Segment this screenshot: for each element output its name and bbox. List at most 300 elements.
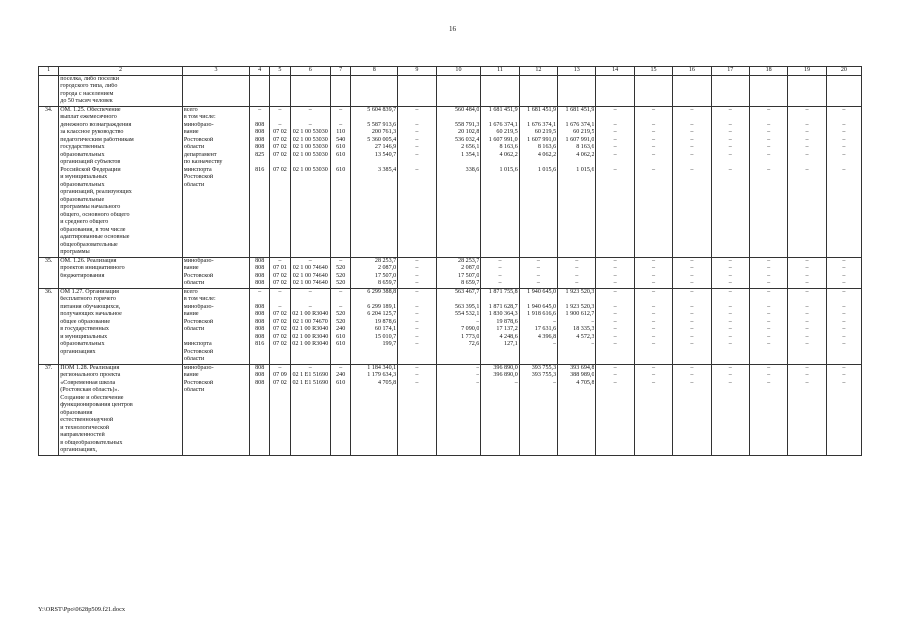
column-header: 8: [351, 67, 398, 76]
column-header: 2: [59, 67, 183, 76]
value-cell-c13: [558, 288, 596, 364]
cell-value: –: [805, 379, 809, 386]
cell-value: –: [767, 288, 771, 295]
cell-value: питания обучающихся,: [60, 303, 121, 310]
cell-value: [482, 114, 517, 122]
cell-value: 8 163,6: [499, 144, 518, 150]
cell-value: –: [339, 288, 343, 295]
cell-value: 808: [255, 372, 265, 378]
cell-value: 02 1 00 74640: [292, 272, 328, 279]
cell-value: 1 900 612,7: [565, 311, 595, 317]
cell-value: –: [575, 257, 579, 264]
cell-value: общего, основного общего: [60, 211, 130, 218]
cell-value: 563 467,7: [454, 288, 480, 295]
value-cell-c8: [351, 364, 398, 455]
cell-value: 02 1 00 74640: [292, 265, 328, 271]
cell-value: 240: [336, 372, 346, 378]
cell-value: 1 923 520,3: [565, 303, 595, 310]
cell-value: –: [767, 257, 771, 264]
cell-value: –: [805, 121, 809, 128]
cell-value: –: [767, 333, 771, 340]
cell-value: –: [767, 364, 771, 371]
cell-value: –: [415, 280, 419, 286]
cell-value: 520: [336, 272, 346, 279]
column-header: 9: [398, 67, 436, 76]
cell-value: 200 761,3: [371, 129, 397, 135]
cell-value: 808: [255, 257, 265, 264]
cell-value: –: [613, 272, 617, 279]
cell-value: [828, 114, 860, 122]
cell-value: –: [652, 257, 656, 264]
cell-value: 1 607 991,0: [565, 136, 595, 143]
cell-value: [789, 296, 824, 304]
cell-value: ОМ. 1.26. Реализация: [60, 257, 117, 264]
cell-value: 396 890,0: [493, 364, 518, 371]
cell-value: –: [805, 303, 809, 310]
cell-value: 4 062,2: [499, 151, 518, 158]
cell-value: 825: [255, 151, 265, 158]
cell-value: 02 1 00 R3040: [292, 341, 329, 347]
cell-value: –: [278, 121, 282, 128]
cell-value: 07 02: [273, 318, 287, 325]
cell-value: –: [652, 372, 656, 378]
cell-value: 02 1 00 R3040: [292, 311, 329, 317]
value-cell-c9: [398, 106, 436, 257]
cell-value: 02 1 00 53030: [292, 166, 328, 173]
cell-value: образовательных: [60, 151, 105, 158]
cell-value: [521, 296, 556, 304]
cell-value: –: [767, 166, 771, 173]
cell-value: 17 507,0: [374, 272, 397, 279]
cell-value: –: [842, 166, 846, 173]
cell-value: –: [690, 364, 694, 371]
name-line: поселка, либо поселки: [60, 75, 120, 82]
executor-cell: [182, 75, 249, 106]
cell-value: [292, 296, 330, 304]
cell-value: 4 572,3: [576, 333, 595, 340]
cell-value: 02 1 00 53030: [292, 136, 328, 143]
cell-value: –: [652, 136, 656, 143]
cell-value: ОМ. 1.25. Обеспечение: [60, 106, 121, 113]
cell-value: [751, 159, 786, 167]
cell-value: –: [767, 272, 771, 279]
cell-value: Ростовской: [183, 272, 214, 279]
cell-value: –: [728, 272, 732, 279]
cell-value: программы начального: [60, 204, 121, 210]
cell-value: 20 102,8: [458, 129, 480, 135]
cell-value: –: [652, 333, 656, 340]
cell-value: 4 062,2: [537, 151, 557, 158]
value-cell-c8: [351, 257, 398, 288]
cell-value: [251, 296, 268, 304]
cell-value: области: [183, 387, 205, 393]
column-header: 6: [290, 67, 331, 76]
cell-value: 2 087,0: [377, 265, 397, 271]
cell-value: 5 587 913,6: [367, 121, 397, 128]
cell-value: 28 253,7: [458, 257, 480, 264]
column-header: 15: [634, 67, 672, 76]
cell-value: 808: [255, 379, 265, 386]
cell-value: –: [842, 257, 846, 264]
cell-value: ОМ 1.27. Организация: [60, 288, 119, 295]
cell-value: –: [498, 280, 502, 286]
cell-value: –: [690, 151, 694, 158]
cell-value: [438, 296, 480, 304]
cell-value: –: [728, 372, 732, 378]
value-cell-c20: [826, 257, 861, 288]
cell-value: –: [652, 379, 656, 386]
cell-value: [559, 296, 594, 304]
value-cell-c16: [673, 106, 711, 257]
cell-value: [597, 159, 632, 167]
value-cell-c15: [634, 288, 672, 364]
cell-value: 816: [255, 166, 265, 173]
cell-value: 07 02: [273, 326, 287, 332]
header-row: [39, 67, 862, 76]
cell-value: –: [553, 341, 557, 347]
cell-value: 2 656,1: [461, 144, 480, 150]
cell-value: –: [258, 288, 262, 295]
cell-value: –: [728, 341, 732, 347]
cell-value: 1 354,1: [461, 151, 480, 158]
cell-value: –: [613, 280, 617, 286]
cell-value: –: [767, 303, 771, 310]
value-cell-c5: [270, 364, 290, 455]
value-cell-c19: [788, 364, 826, 455]
cell-value: 808: [255, 280, 265, 286]
value-cell-c6: [290, 364, 331, 455]
cell-value: –: [652, 326, 656, 332]
cell-value: [828, 296, 860, 304]
cell-value: [828, 159, 860, 167]
cell-value: –: [652, 129, 656, 135]
cell-value: 1 681 451,9: [565, 106, 595, 113]
cell-value: –: [767, 106, 771, 113]
cell-value: 558 791,3: [454, 121, 480, 128]
cell-value: –: [842, 129, 846, 135]
cell-value: 540: [336, 136, 346, 143]
cell-value: –: [308, 121, 312, 128]
cell-value: –: [652, 265, 656, 271]
row-number-cell: [39, 257, 59, 288]
cell-value: –: [613, 151, 617, 158]
cell-value: –: [805, 257, 809, 264]
cell-value: –: [476, 372, 480, 378]
cell-value: –: [728, 265, 732, 271]
value-cell-c8: [351, 106, 398, 257]
value-cell-c10: [436, 257, 481, 288]
cell-value: и муниципальных: [60, 174, 108, 180]
value-cell-c11: [481, 257, 519, 288]
cell-value: –: [728, 326, 732, 332]
cell-value: –: [842, 144, 846, 150]
cell-value: –: [728, 144, 732, 150]
cell-value: бюджетирования: [60, 272, 105, 279]
cell-value: [789, 114, 824, 122]
cell-value: [399, 159, 434, 167]
cell-value: 1 607 991,0: [488, 136, 518, 143]
cell-value: [332, 114, 349, 122]
cell-value: –: [553, 379, 557, 386]
value-cell-c13: [558, 106, 596, 257]
cell-value: –: [536, 257, 540, 264]
cell-value: функционирования центров: [60, 402, 133, 408]
cell-value: –: [613, 288, 617, 295]
cell-value: –: [415, 257, 419, 264]
value-cell-c20: [826, 106, 861, 257]
column-header: 16: [673, 67, 711, 76]
cell-value: 02 1 00 53030: [292, 151, 328, 158]
cell-value: –: [613, 144, 617, 150]
cell-value: –: [842, 136, 846, 143]
cell-value: –: [767, 341, 771, 347]
cell-value: организаций субъектов: [60, 159, 121, 165]
cell-value: 816: [255, 341, 265, 347]
cell-value: –: [278, 364, 282, 371]
cell-value: 2 087,0: [461, 265, 480, 271]
value-cell-c12: [519, 106, 557, 257]
cell-value: [713, 296, 748, 304]
cell-value: 07 02: [273, 280, 287, 286]
column-header: 4: [250, 67, 270, 76]
cell-value: 393 694,8: [570, 364, 595, 371]
cell-value: за классное руководство: [60, 129, 124, 135]
cell-value: –: [591, 318, 595, 325]
value-cell-c12: [519, 364, 557, 455]
value-cell-c10: [436, 288, 481, 364]
cell-value: –: [575, 272, 579, 279]
cell-value: –: [842, 326, 846, 332]
cell-value: 1 681 451,9: [527, 106, 557, 113]
cell-value: –: [690, 265, 694, 271]
cell-value: 808: [255, 311, 265, 317]
cell-value: –: [258, 106, 262, 113]
cell-value: –: [308, 303, 312, 310]
cell-value: [674, 114, 709, 122]
cell-value: –: [415, 318, 419, 325]
program-name-cell: [59, 106, 183, 257]
cell-value: 02 1 00 53030: [292, 129, 328, 135]
cell-value: 808: [255, 121, 265, 128]
cell-value: –: [339, 364, 343, 371]
value-cell-c17: [711, 257, 749, 288]
cell-value: –: [690, 379, 694, 386]
cell-value: –: [613, 379, 617, 386]
cell-value: 4 062,2: [576, 151, 595, 158]
cell-value: –: [767, 318, 771, 325]
cell-value: –: [690, 280, 694, 286]
cell-value: 02 1 00 R3040: [292, 333, 329, 340]
value-cell-c6: [290, 288, 331, 364]
cell-value: 4 705,8: [377, 379, 397, 386]
cell-value: –: [805, 144, 809, 150]
value-cell-c14: [596, 257, 634, 288]
cell-value: –: [613, 333, 617, 340]
cell-value: 02 1 00 74640: [292, 280, 328, 286]
cell-value: –: [842, 311, 846, 317]
cell-value: –: [613, 106, 617, 113]
cell-value: –: [308, 257, 312, 264]
cell-value: [271, 114, 288, 122]
cell-value: –: [805, 106, 809, 113]
cell-value: 5 604 839,7: [367, 106, 397, 113]
cell-value: вание: [183, 311, 199, 317]
cell-value: 5 360 005,4: [367, 136, 397, 143]
cell-value: –: [415, 106, 419, 113]
page-number: 16: [449, 25, 456, 33]
value-cell-c16: [673, 257, 711, 288]
cell-value: образования, в том числе: [60, 226, 126, 233]
cell-value: –: [805, 166, 809, 173]
cell-value: –: [728, 303, 732, 310]
row-number-cell: [39, 75, 59, 106]
cell-value: –: [842, 303, 846, 310]
value-cell-c7: [331, 364, 351, 455]
cell-value: и среднего общего: [60, 219, 109, 225]
cell-value: –: [652, 288, 656, 295]
cell-value: [438, 114, 480, 122]
cell-value: –: [415, 326, 419, 332]
cell-value: 1 918 616,6: [527, 311, 557, 317]
column-header: 20: [826, 67, 861, 76]
cell-value: –: [842, 379, 846, 386]
cell-value: минобразо-: [183, 364, 214, 371]
cell-value: 610: [336, 333, 346, 340]
cell-value: бесплатного горячего: [60, 296, 116, 302]
value-cell-c14: [596, 364, 634, 455]
cell-value: Создание и обеспечение: [60, 394, 124, 401]
cell-value: –: [805, 151, 809, 158]
cell-value: 19 878,6: [374, 318, 397, 325]
column-header: 3: [182, 67, 249, 76]
column-header: 13: [558, 67, 596, 76]
cell-value: –: [415, 151, 419, 158]
cell-value: –: [415, 136, 419, 143]
cell-value: 536 032,4: [454, 136, 480, 143]
cell-value: –: [767, 144, 771, 150]
cell-value: 60 219,5: [496, 129, 518, 135]
cell-value: –: [591, 341, 595, 347]
cell-value: –: [805, 333, 809, 340]
cell-value: по казначеству: [183, 159, 223, 165]
value-cell-c9: [398, 288, 436, 364]
cell-value: 1 940 645,0: [527, 303, 557, 310]
cell-value: адаптированные основные: [60, 234, 130, 240]
cell-value: педагогическим работникам: [60, 136, 134, 143]
cell-value: [332, 296, 349, 304]
cell-value: 1 830 364,3: [488, 311, 518, 317]
cell-value: 07 02: [273, 166, 287, 173]
cell-value: –: [308, 364, 312, 371]
cell-value: –: [690, 121, 694, 128]
cell-value: [521, 159, 556, 167]
cell-value: –: [652, 144, 656, 150]
cell-value: –: [415, 121, 419, 128]
cell-value: –: [690, 288, 694, 295]
value-cell-c19: [788, 257, 826, 288]
cell-value: области: [183, 280, 205, 286]
cell-value: 1 607 991,0: [527, 136, 557, 143]
cell-value: –: [415, 333, 419, 340]
value-cell-c7: [331, 288, 351, 364]
cell-value: –: [308, 288, 312, 295]
cell-value: образования: [60, 409, 93, 416]
cell-value: –: [690, 129, 694, 135]
cell-value: 610: [336, 341, 346, 347]
value-cell-c14: [596, 106, 634, 257]
column-header: 12: [519, 67, 557, 76]
cell-value: ПОМ 1.28. Реализация: [60, 364, 120, 371]
cell-value: –: [842, 372, 846, 378]
cell-value: 28 253,7: [374, 257, 397, 264]
cell-value: образовательных: [60, 341, 105, 347]
column-header: 10: [436, 67, 481, 76]
cell-value: –: [514, 379, 518, 386]
table-row: [39, 364, 862, 455]
value-cell-c14: [596, 288, 634, 364]
value-cell-c18: [749, 288, 787, 364]
cell-value: 1 676 374,1: [565, 121, 595, 128]
name-line: городского типа, либо: [60, 83, 118, 89]
cell-value: –: [613, 372, 617, 378]
cell-value: 610: [336, 144, 346, 150]
cell-value: [251, 114, 268, 122]
cell-value: [352, 159, 396, 167]
cell-value: области: [183, 144, 205, 150]
cell-value: [438, 159, 480, 167]
cell-value: 07 02: [273, 136, 287, 143]
value-cell-c5: [270, 106, 290, 257]
cell-value: –: [805, 364, 809, 371]
cell-value: 4 705,8: [576, 379, 595, 386]
cell-value: 07 02: [273, 311, 287, 317]
cell-value: вание: [183, 129, 199, 135]
cell-value: –: [652, 166, 656, 173]
column-header: 7: [331, 67, 351, 76]
cell-value: 1 940 645,0: [527, 288, 557, 295]
cell-value: 554 532,1: [454, 311, 480, 317]
cell-value: минобразо-: [183, 303, 214, 310]
cell-value: –: [613, 129, 617, 135]
cell-value: –: [842, 288, 846, 295]
cell-value: 520: [336, 265, 346, 271]
cell-value: 07 02: [273, 379, 287, 386]
cell-value: получающих начальное: [60, 311, 122, 317]
cell-value: 72,6: [468, 341, 480, 347]
cell-value: –: [613, 318, 617, 325]
cell-value: –: [278, 257, 282, 264]
column-header: 14: [596, 67, 634, 76]
cell-value: [713, 159, 748, 167]
cell-value: –: [842, 318, 846, 325]
cell-value: –: [652, 341, 656, 347]
cell-value: 17 507,0: [458, 272, 480, 279]
row-number: 35.: [44, 257, 53, 264]
cell-value: –: [498, 265, 502, 271]
cell-value: –: [476, 318, 480, 325]
cell-value: –: [728, 379, 732, 386]
value-cell-c7: [331, 257, 351, 288]
cell-value: 4 248,6: [499, 333, 518, 340]
cell-value: –: [805, 272, 809, 279]
cell-value: –: [536, 272, 540, 279]
cell-value: 15 010,7: [374, 333, 397, 340]
cell-value: [674, 296, 709, 304]
cell-value: –: [652, 303, 656, 310]
cell-value: [789, 159, 824, 167]
cell-value: –: [728, 166, 732, 173]
cell-value: –: [805, 326, 809, 332]
